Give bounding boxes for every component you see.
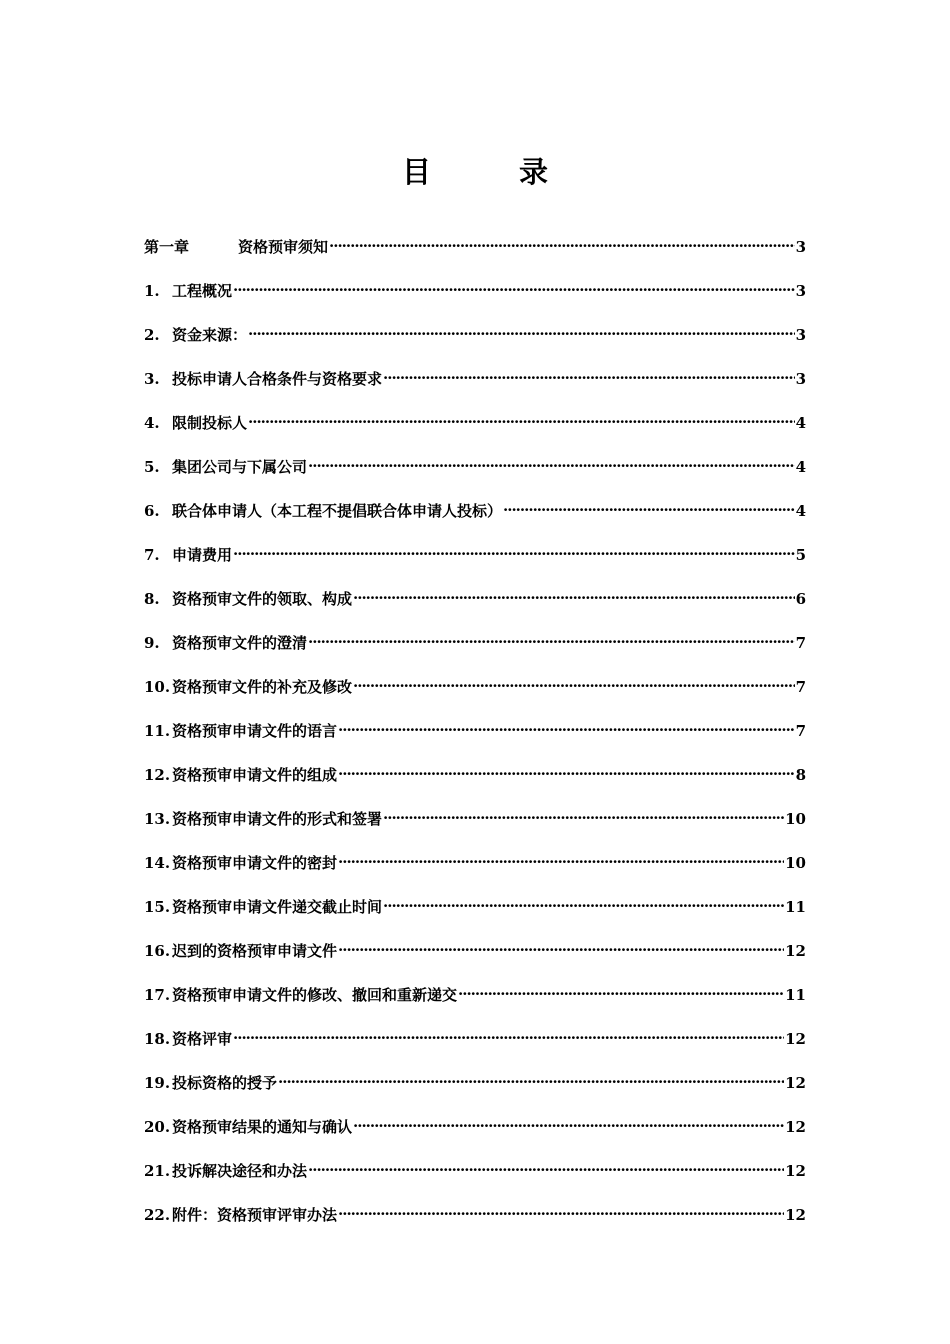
toc-entry-number: 16. bbox=[144, 942, 171, 960]
toc-entry[interactable] bbox=[144, 720, 806, 764]
toc-entry-number: 9. bbox=[144, 634, 160, 652]
title-char-left: 目 bbox=[401, 155, 431, 189]
toc-leader-dots bbox=[278, 1073, 784, 1088]
toc-entry-page: 11 bbox=[785, 898, 806, 916]
toc-entry[interactable] bbox=[144, 500, 806, 544]
toc-entry-number: 21. bbox=[144, 1162, 171, 1180]
toc-entry-title: 资格预审申请文件的形式和签署 bbox=[172, 810, 383, 828]
toc-leader-dots bbox=[233, 545, 795, 560]
toc-entry-title: 集团公司与下属公司 bbox=[172, 458, 308, 476]
toc-entry-number: 22. bbox=[144, 1206, 171, 1224]
toc-leader-dots bbox=[383, 809, 784, 824]
toc-entry[interactable] bbox=[144, 324, 806, 368]
toc-entry[interactable] bbox=[144, 412, 806, 456]
toc-entry-page: 12 bbox=[785, 1074, 806, 1092]
toc-entry-page: 7 bbox=[795, 678, 806, 696]
toc-entry-title: 资格预审申请文件的语言 bbox=[172, 722, 338, 740]
toc-entry-number: 1. bbox=[144, 282, 160, 300]
toc-leader-dots bbox=[338, 765, 795, 780]
toc-entry[interactable] bbox=[144, 456, 806, 500]
toc-entry-title: 投标资格的授予 bbox=[172, 1074, 278, 1092]
toc-entry[interactable] bbox=[144, 588, 806, 632]
toc-leader-dots bbox=[383, 897, 784, 912]
toc-entry-number: 8. bbox=[144, 590, 160, 608]
toc-entry-number: 14. bbox=[144, 854, 171, 872]
toc-entry-number: 18. bbox=[144, 1030, 171, 1048]
toc-entry-page: 4 bbox=[795, 502, 806, 520]
toc-entry-number: 第一章 bbox=[144, 238, 190, 256]
toc-leader-dots bbox=[338, 721, 795, 736]
toc-entry-title: 资格预审申请文件递交截止时间 bbox=[172, 898, 383, 916]
toc-leader-dots bbox=[353, 677, 795, 692]
toc-entry[interactable] bbox=[144, 852, 806, 896]
toc-entry-title: 资格预审申请文件的修改、撤回和重新递交 bbox=[172, 986, 458, 1004]
toc-entry-title: 资格评审 bbox=[172, 1030, 233, 1048]
toc-entry-page: 3 bbox=[795, 238, 806, 256]
toc-entry-number: 10. bbox=[144, 678, 171, 696]
toc-entry[interactable] bbox=[144, 764, 806, 808]
toc-leader-dots bbox=[338, 853, 784, 868]
toc-entry-number: 15. bbox=[144, 898, 171, 916]
toc-entry-number: 11. bbox=[144, 722, 171, 740]
toc-entry[interactable] bbox=[144, 1072, 806, 1116]
toc-entry-number: 2. bbox=[144, 326, 160, 344]
toc-entry-page: 12 bbox=[785, 1206, 806, 1224]
toc-leader-dots bbox=[248, 325, 795, 340]
toc-leader-dots bbox=[338, 941, 784, 956]
toc-entry-title: 投标申请人合格条件与资格要求 bbox=[172, 370, 383, 388]
toc-entry-page: 5 bbox=[795, 546, 806, 564]
toc-entry[interactable] bbox=[144, 940, 806, 984]
toc-entry-title: 联合体申请人（本工程不提倡联合体申请人投标） bbox=[172, 502, 503, 520]
toc-entry-title: 资格预审文件的领取、构成 bbox=[172, 590, 353, 608]
title-char-right: 录 bbox=[519, 155, 549, 189]
toc-entry-page: 12 bbox=[785, 942, 806, 960]
toc-entry-number: 4. bbox=[144, 414, 160, 432]
toc-entry-page: 12 bbox=[785, 1162, 806, 1180]
toc-entry-page: 7 bbox=[795, 722, 806, 740]
toc-entry-number: 13. bbox=[144, 810, 171, 828]
toc-entry-title: 限制投标人 bbox=[172, 414, 248, 432]
toc-entry[interactable] bbox=[144, 896, 806, 940]
toc-leader-dots bbox=[383, 369, 795, 384]
toc-entry-number: 3. bbox=[144, 370, 160, 388]
toc-entry-page: 12 bbox=[785, 1118, 806, 1136]
toc-entry[interactable] bbox=[144, 808, 806, 852]
toc-entry-title: 资格预审文件的澄清 bbox=[172, 634, 308, 652]
toc-entry-page: 8 bbox=[795, 766, 806, 784]
toc-entry-number: 20. bbox=[144, 1118, 171, 1136]
toc-entry[interactable] bbox=[144, 368, 806, 412]
toc-entry-page: 12 bbox=[785, 1030, 806, 1048]
toc-entry[interactable] bbox=[144, 1116, 806, 1160]
toc-entry-number: 17. bbox=[144, 986, 171, 1004]
page-title bbox=[0, 150, 950, 191]
toc-leader-dots bbox=[458, 985, 784, 1000]
toc-entry[interactable] bbox=[144, 1204, 806, 1248]
toc-entry[interactable] bbox=[144, 984, 806, 1028]
toc-entry-number: 7. bbox=[144, 546, 160, 564]
toc-entry[interactable] bbox=[144, 280, 806, 324]
toc-leader-dots bbox=[353, 589, 795, 604]
toc-leader-dots bbox=[353, 1117, 784, 1132]
toc-leader-dots bbox=[308, 633, 795, 648]
toc-entry-page: 10 bbox=[785, 854, 806, 872]
toc-leader-dots bbox=[329, 237, 795, 252]
toc-leader-dots bbox=[233, 281, 795, 296]
toc-entry-title: 资格预审申请文件的组成 bbox=[172, 766, 338, 784]
toc-entry-title: 资金来源： bbox=[172, 326, 248, 344]
table-of-contents bbox=[144, 236, 806, 1248]
toc-entry-number: 12. bbox=[144, 766, 171, 784]
toc-entry-page: 10 bbox=[785, 810, 806, 828]
toc-entry-title: 资格预审申请文件的密封 bbox=[172, 854, 338, 872]
toc-entry-title: 迟到的资格预审申请文件 bbox=[172, 942, 338, 960]
toc-entry-number: 6. bbox=[144, 502, 160, 520]
toc-entry-title: 资格预审须知 bbox=[238, 238, 329, 256]
toc-entry-page: 6 bbox=[795, 590, 806, 608]
toc-leader-dots bbox=[308, 457, 795, 472]
toc-leader-dots bbox=[338, 1205, 784, 1220]
toc-entry-title: 资格预审结果的通知与确认 bbox=[172, 1118, 353, 1136]
toc-leader-dots bbox=[248, 413, 795, 428]
toc-entry-page: 11 bbox=[785, 986, 806, 1004]
toc-entry-page: 3 bbox=[795, 326, 806, 344]
toc-entry[interactable] bbox=[144, 1160, 806, 1204]
toc-entry-title: 投诉解决途径和办法 bbox=[172, 1162, 308, 1180]
toc-entry[interactable] bbox=[144, 1028, 806, 1072]
toc-entry-page: 4 bbox=[795, 458, 806, 476]
toc-entry-number: 19. bbox=[144, 1074, 171, 1092]
toc-entry-title: 附件：资格预审评审办法 bbox=[172, 1206, 338, 1224]
toc-entry[interactable] bbox=[144, 676, 806, 720]
toc-entry[interactable] bbox=[144, 236, 806, 280]
toc-entry-title: 资格预审文件的补充及修改 bbox=[172, 678, 353, 696]
toc-entry-page: 3 bbox=[795, 282, 806, 300]
toc-leader-dots bbox=[233, 1029, 784, 1044]
toc-entry[interactable] bbox=[144, 632, 806, 676]
toc-leader-dots bbox=[503, 501, 795, 516]
toc-entry[interactable] bbox=[144, 544, 806, 588]
toc-entry-title: 申请费用 bbox=[172, 546, 233, 564]
toc-entry-page: 3 bbox=[795, 370, 806, 388]
toc-leader-dots bbox=[308, 1161, 784, 1176]
toc-entry-page: 4 bbox=[795, 414, 806, 432]
toc-entry-title: 工程概况 bbox=[172, 282, 233, 300]
toc-entry-page: 7 bbox=[795, 634, 806, 652]
toc-entry-number: 5. bbox=[144, 458, 160, 476]
